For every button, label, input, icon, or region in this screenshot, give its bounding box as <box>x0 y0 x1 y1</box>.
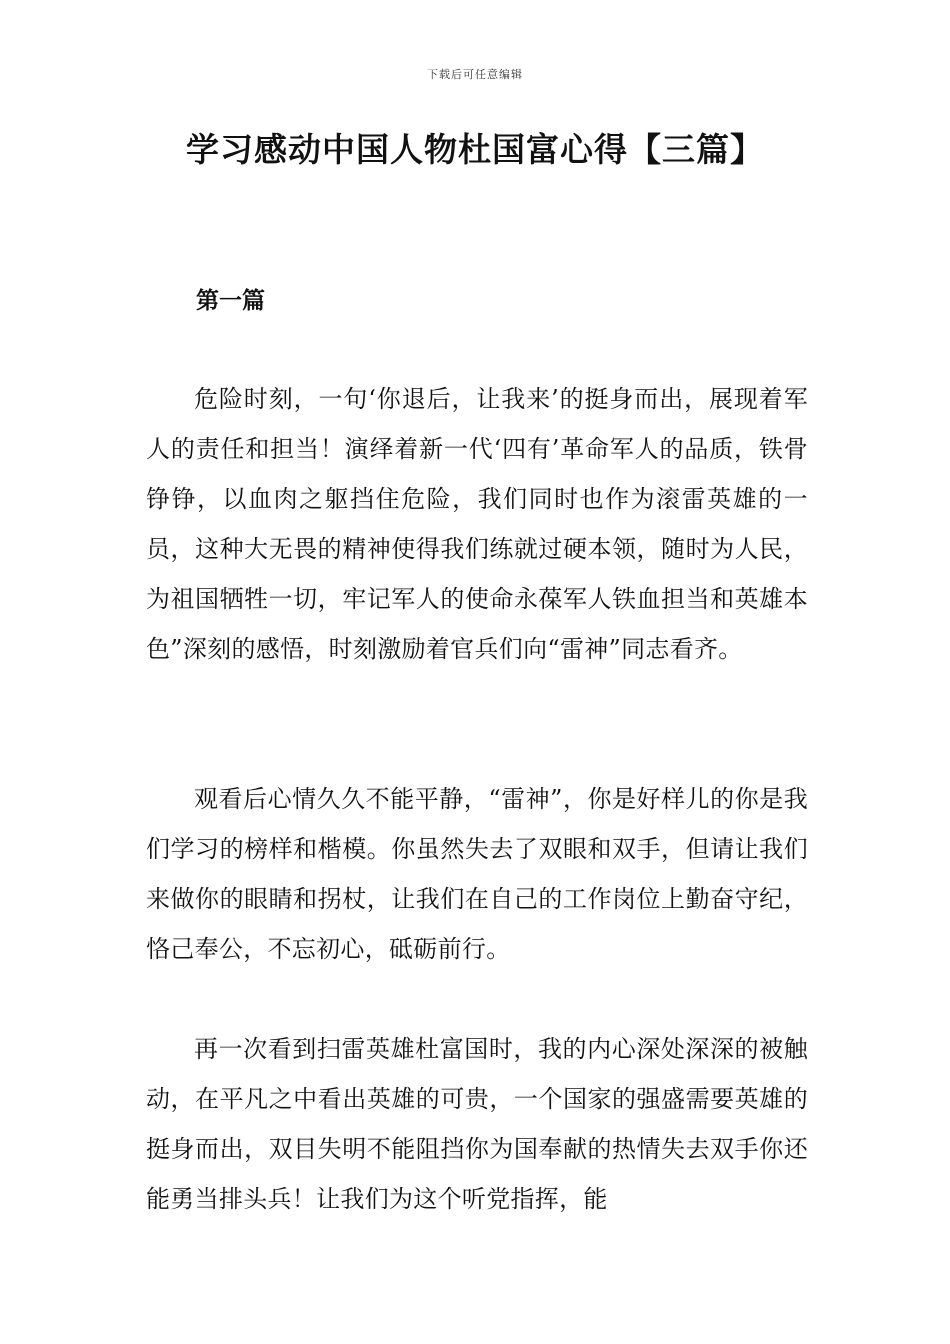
header-note: 下载后可任意编辑 <box>427 68 523 81</box>
paragraph-2: 观看后心情久久不能平静，“雷神”，你是好样儿的你是我们学习的榜样和楷模。你虽然失去了双眼和双手，但请让我们来做你的眼睛和拐杖，让我们在自己的工作岗位上勤奋守纪，恪己奉公，不忘初心，砥砺前行。 <box>146 785 808 963</box>
document-title: 学习感动中国人物杜国富心得【三篇】 <box>186 130 764 169</box>
section-heading: 第一篇 <box>196 287 265 314</box>
paragraph-3: 再一次看到扫雷英雄杜富国时，我的内心深处深深的被触动，在平凡之中看出英雄的可贵，一个国家的强盛需要英雄的挺身而出，双目失明不能阻挡你为国奉献的热情失去双手你还能勇当排头兵！让我们为这个听党指挥，能 <box>146 1035 808 1213</box>
paragraph-1: 危险时刻，一句‘你退后，让我来’的挺身而出，展现着军人的责任和担当！演绎着新一代‘四有’革命军人的品质，铁骨铮铮，以血肉之躯挡住危险，我们同时也作为滚雷英雄的一员，这种大无畏的精神使得我们练就过硬本领，随时为人民，为祖国牺牲一切，牢记军人的使命永葆军人铁血担当和英雄本色”深刻的感悟，时刻激励着官兵们向“雷神”同志看齐。 <box>146 385 808 663</box>
